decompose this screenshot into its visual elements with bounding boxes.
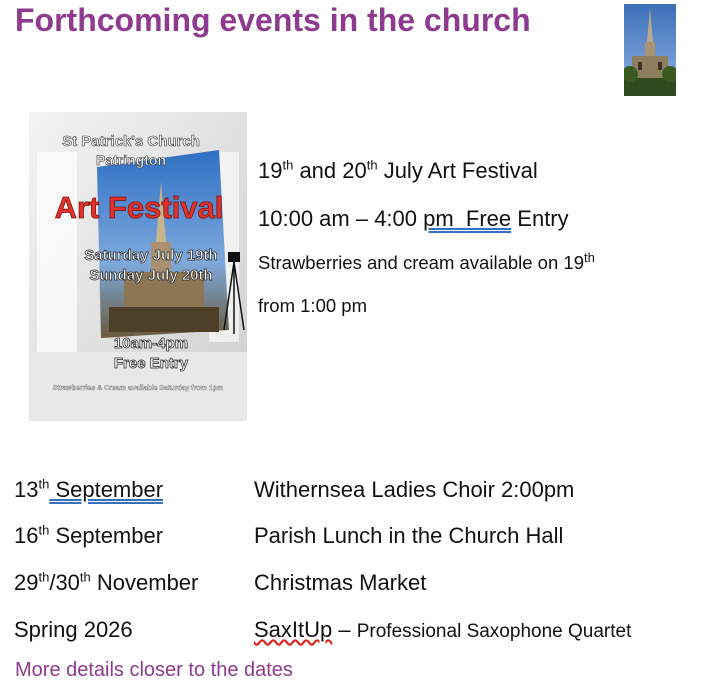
- festival-time-line: from 1:00 pm: [258, 295, 367, 316]
- schedule-date: 13th September: [14, 476, 164, 502]
- art-festival-poster: [29, 112, 247, 421]
- festival-dates-line: 19th and 20th July Art Festival: [258, 157, 538, 183]
- church-spire-photo: [624, 4, 676, 96]
- poster-location: Patrington: [96, 152, 166, 168]
- footer-note: More details closer to the dates: [15, 659, 293, 681]
- poster-heading: Art Festival: [54, 190, 224, 225]
- page-title: Forthcoming events in the church: [15, 2, 531, 38]
- poster-church-name: St Patrick's Church: [62, 133, 200, 150]
- schedule-date: 16th September: [14, 522, 164, 548]
- schedule-event: Withernsea Ladies Choir 2:00pm: [254, 477, 575, 502]
- festival-strawberries-line: Strawberries and cream available on 19th: [258, 249, 595, 273]
- poster-hours: 10am-4pm: [113, 335, 189, 352]
- poster-date-saturday: Saturday July 19th: [84, 247, 218, 264]
- schedule-event: Parish Lunch in the Church Hall: [254, 523, 564, 548]
- schedule-event: SaxItUp – Professional Saxophone Quartet: [254, 617, 632, 642]
- poster-entry: Free Entry: [113, 355, 189, 372]
- poster-footer: Strawberries & Cream available Saturday from 1pm: [52, 385, 224, 392]
- festival-hours-line: 10:00 am – 4:00 pm Free Entry: [258, 206, 569, 231]
- schedule-date: 29th/30th November: [14, 569, 199, 595]
- schedule-date: Spring 2026: [14, 617, 133, 642]
- schedule-event: Christmas Market: [254, 570, 427, 595]
- poster-date-sunday: Sunday July 20th: [89, 267, 213, 284]
